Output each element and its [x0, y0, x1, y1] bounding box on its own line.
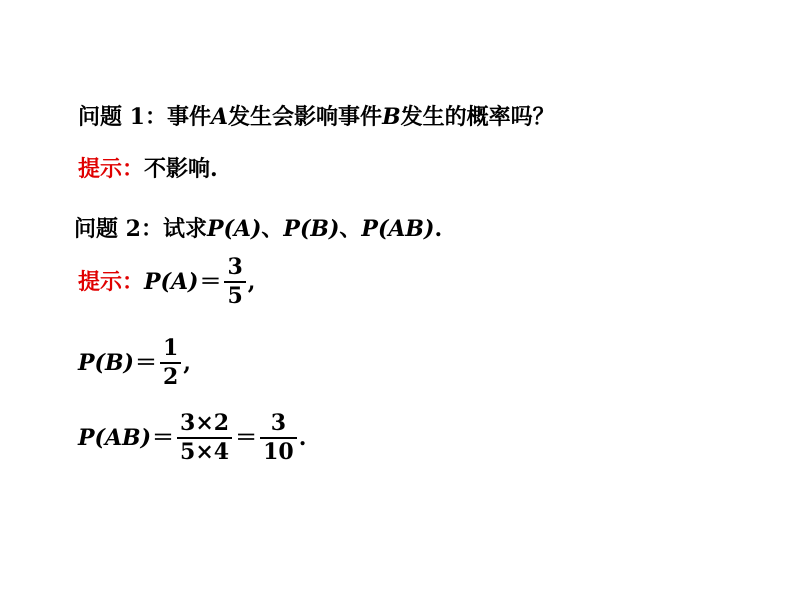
fraction-result [260, 412, 297, 464]
period: . [298, 425, 307, 452]
question-2 [74, 218, 442, 240]
fraction-numerator: 3×2 [180, 410, 230, 436]
question-1-middle: 发生会影响事件 [228, 104, 383, 130]
fraction-denominator: 2 [162, 364, 179, 391]
equals-sign: ＝ [235, 425, 258, 452]
separator-2: 、 [339, 216, 362, 242]
event-a-symbol: A [210, 104, 229, 130]
prob-pb: P(B) [283, 216, 340, 242]
equals-sign: ＝ [134, 350, 157, 377]
fraction-product [177, 412, 232, 464]
pb-line [78, 337, 191, 389]
fraction-pb [160, 337, 181, 389]
hint-1-label: 提示： [78, 156, 145, 182]
fraction-denominator: 10 [263, 439, 294, 466]
question-2-end: . [434, 216, 443, 242]
equals-sign: ＝ [199, 269, 222, 296]
pab-line [78, 412, 306, 464]
fraction-denominator: 5 [227, 283, 243, 310]
prob-pa: P(A) [206, 216, 262, 242]
fraction-denominator: 5×4 [180, 439, 230, 466]
question-1 [78, 106, 555, 128]
fraction-numerator: 3 [270, 410, 287, 436]
question-1-prefix: 问题 1：事件 [78, 104, 211, 130]
hint-1 [78, 158, 218, 180]
question-2-prefix: 问题 2：试求 [74, 216, 207, 242]
pab-expression: P(AB) [78, 425, 152, 452]
hint-2 [78, 256, 255, 308]
pa-expression: P(A) [144, 269, 199, 296]
hint-1-text: 不影响. [144, 156, 218, 182]
fraction-pa [224, 256, 245, 308]
comma: , [183, 350, 191, 377]
pb-expression: P(B) [78, 350, 134, 377]
question-1-suffix: 发生的概率吗？ [400, 104, 555, 130]
hint-2-label: 提示： [78, 269, 145, 296]
separator-1: 、 [261, 216, 284, 242]
fraction-numerator: 3 [227, 254, 243, 280]
equals-sign: ＝ [152, 425, 175, 452]
event-b-symbol: B [382, 104, 401, 130]
prob-pab: P(AB) [361, 216, 435, 242]
fraction-numerator: 1 [162, 335, 179, 361]
comma: , [247, 269, 256, 296]
